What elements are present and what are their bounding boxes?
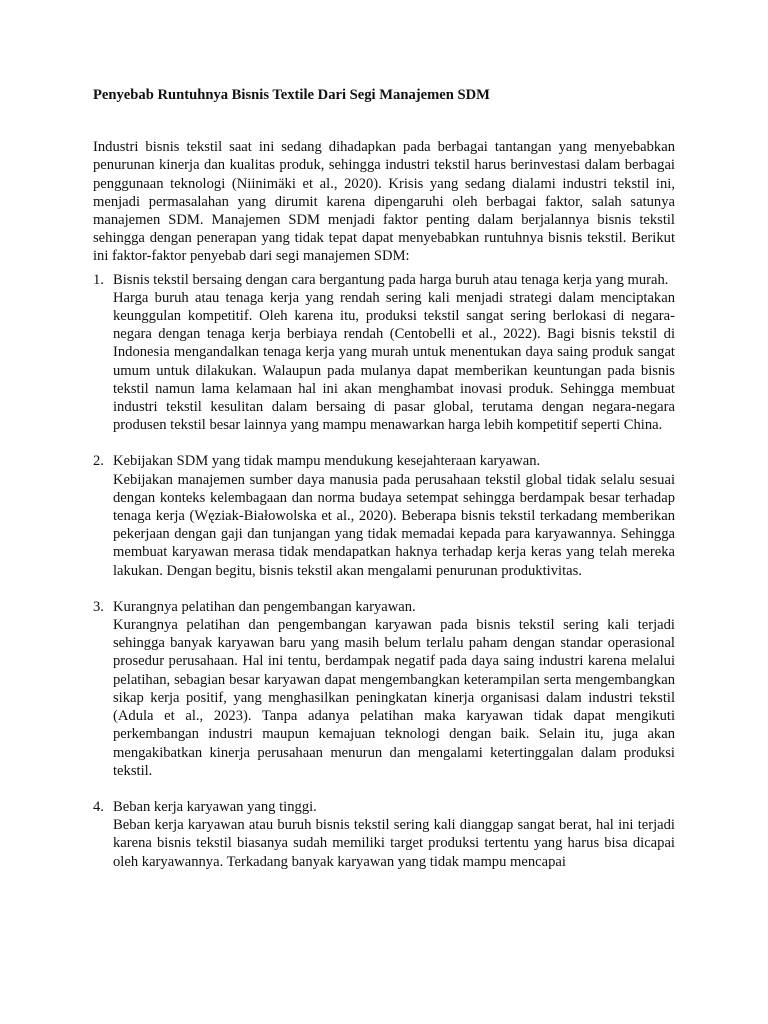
document-title: Penyebab Runtuhnya Bisnis Textile Dari Segi Manajemen SDM: [93, 87, 490, 103]
list-item-body: Kurangnya pelatihan dan pengembangan karyawan pada bisnis tekstil sering kali terjadi sehingga banyak karyawan baru yang masih belum terlalu paham dengan standar operasional prosedur perusahaan. Hal ini tentu, berdampak negatif pada daya saing industri karena melalui pelatihan, sebagian besar karyawan dapat mengembangkan keterampilan serta mengembangkan sikap kerja positif, yang menghasilkan peningkatan kinerja organisasi dalam industri tekstil (Adula et al., 2023). Tanpa adanya pelatihan maka karyawan tidak dapat mengikuti perkembangan industri maupun kemajuan teknologi dengan baik. Selain itu, juga akan mengakibatkan kinerja perusahaan menurun dan mengalami ketertinggalan dalam produksi tekstil.: [113, 617, 675, 779]
list-item: [93, 271, 675, 435]
list-item: [93, 798, 675, 871]
list-item-body: Kebijakan manajemen sumber daya manusia pada perusahaan tekstil global tidak selalu sesuai dengan konteks kelembagaan dan norma budaya setempat sehingga berdampak besar terhadap tenaga kerja (Węziak-Białowolska et al., 2020). Beberapa bisnis tekstil terkadang memberikan pekerjaan dengan gaji dan tunjangan yang tidak memadai kepada para karyawannya. Sehingga membuat karyawan merasa tidak mendapatkan haknya terhadap kerja keras yang telah mereka lakukan. Dengan begitu, bisnis tekstil akan mengalami penurunan produktivitas.: [113, 471, 675, 579]
intro-paragraph: Industri bisnis tekstil saat ini sedang dihadapkan pada berbagai tantangan yang menyebabkan penurunan kinerja dan kualitas produk, sehingga industri tekstil harus berinvestasi dalam berbagai penggunaan teknologi (Niinimäki et al., 2020). Krisis yang sedang dialami industri tekstil ini, menjadi permasalahan yang dirumit karena dipengaruhi oleh berbagai faktor, salah satunya manajemen SDM. Manajemen SDM menjadi faktor penting dalam berjalannya bisnis tekstil sehingga dengan penerapan yang tidak tepat dapat menyebabkan runtuhnya bisnis tekstil. Berikut ini faktor-faktor penyebab dari segi manajemen SDM:: [93, 139, 675, 265]
document-page: [93, 86, 675, 889]
list-item-heading: Kurangnya pelatihan dan pengembangan karyawan.: [113, 598, 416, 615]
list-item: [93, 598, 675, 780]
list-item-number: 2.: [93, 453, 104, 470]
list-item-heading: Beban kerja karyawan yang tinggi.: [113, 798, 317, 815]
list-item-heading: Bisnis tekstil bersaing dengan cara bergantung pada harga buruh atau tenaga kerja yang murah.: [113, 271, 669, 288]
list-item-number: 4.: [93, 798, 104, 815]
list-item-body: Beban kerja karyawan atau buruh bisnis tekstil sering kali dianggap sangat berat, hal ini terjadi karena bisnis tekstil biasanya sudah memiliki target produksi tertentu yang harus bisa dicapai oleh karyawannya. Terkadang banyak karyawan yang tidak mampu mencapai: [113, 817, 675, 870]
list-item: [93, 452, 675, 579]
list-item-body: Harga buruh atau tenaga kerja yang rendah sering kali menjadi strategi dalam menciptakan keunggulan kompetitif. Oleh karena itu, produksi tekstil sangat sering berlokasi di negara-negara dengan tenaga kerja berbiaya rendah (Centobelli et al., 2022). Bagi bisnis tekstil di Indonesia mengandalkan tenaga kerja yang murah untuk menentukan daya saing produk sangat umum untuk dilakukan. Walaupun pada mulanya dapat memberikan keuntungan pada bisnis tekstil namun lama kelamaan hal ini akan menghambat inovasi produk. Sehingga membuat industri tekstil kesulitan dalam bersaing di pasar global, terutama dengan negara-negara produsen tekstil besar lainnya yang mampu menawarkan harga lebih kompetitif seperti China.: [113, 289, 675, 434]
list-item-heading: Kebijakan SDM yang tidak mampu mendukung kesejahteraan karyawan.: [113, 453, 541, 470]
list-item-number: 1.: [93, 271, 104, 288]
factor-list: [93, 271, 675, 871]
list-item-number: 3.: [93, 598, 104, 615]
